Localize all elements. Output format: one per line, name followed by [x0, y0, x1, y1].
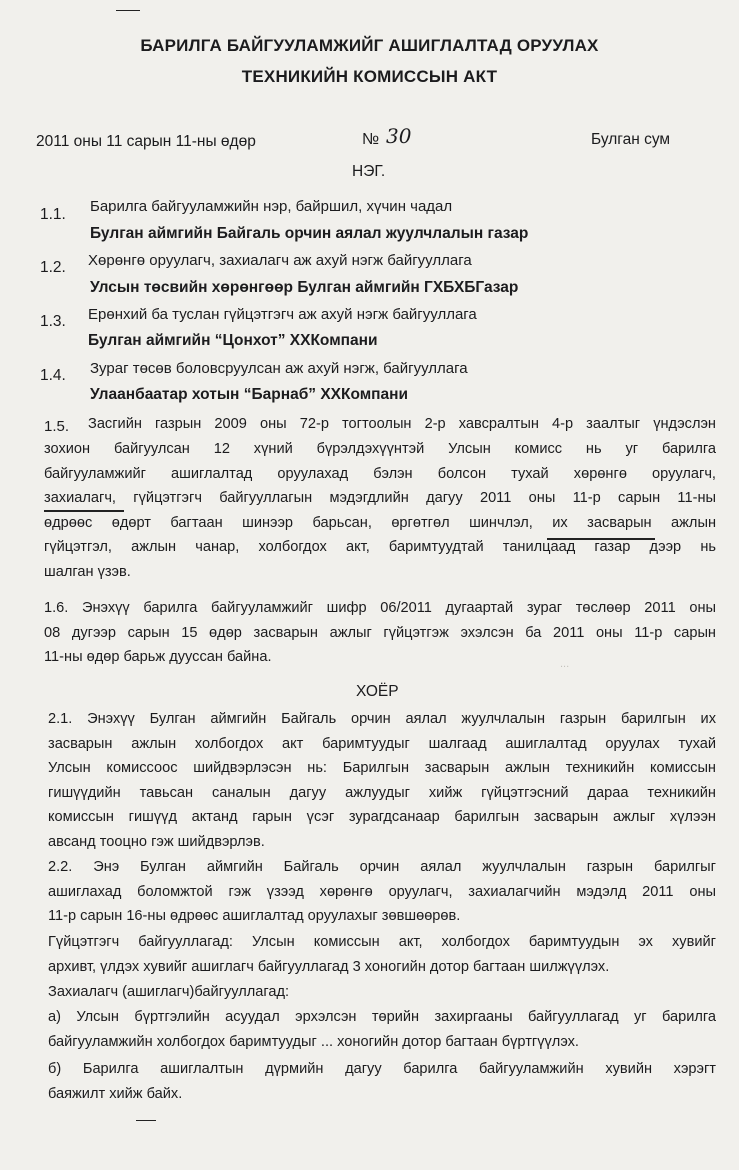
customer-item-a	[48, 1005, 716, 1054]
text-line: 11-р сарын 16-ны өдрөөс ашиглалтад оруулахыг зөвшөөрөв.	[48, 908, 461, 925]
text-line: байгууламжийн холбогдох баримтуудыг ... хоногийн дотор багтаан бүртгүүлэх.	[48, 1033, 579, 1050]
paragraph-2-1	[48, 707, 716, 855]
item-number: 1.4.	[40, 367, 66, 384]
item-number: 1.3.	[40, 313, 66, 330]
text-line: комиссын гишүүд актанд гарын үсэг зурагдсанаар барилгын засварын ажлыг хүлээн	[48, 809, 716, 826]
document-title-line2: ТЕХНИКИЙН КОМИССЫН АКТ	[241, 67, 498, 86]
text-line: 2.1. Энэхүү Булган аймгийн Байгаль орчин аялал жуулчлалын газрын барилгын их	[48, 711, 716, 727]
text-line: Улсын комиссоос шийдвэрлэсэн нь: Барилгын засварын ажлын техникийн комиссын	[48, 760, 716, 777]
text-line: гишүүдийн тавьсан саналын дагуу ажлуудыг хийж гүйцэтгэсний дараа техникийн	[48, 784, 716, 801]
text-line: архивт, үлдэх хувийг ашиглагч байгууллагад 3 хоногийн дотор багтаан шилжүүлэх.	[48, 958, 610, 975]
document-title-line1: БАРИЛГА БАЙГУУЛАМЖИЙГ АШИГЛАЛТАД ОРУУЛАХ	[140, 36, 599, 55]
text-line: байгууламжийг ашиглалтад оруулахад бэлэн болсон тухай хөрөнгө оруулагч,	[44, 465, 716, 482]
text-line: өдрөөс өдөрт багтаан шинээр барьсан, өргөтгөл шинчлэл, их засварын ажлын	[44, 514, 716, 531]
text-line: ашиглахад боломжтой гэж үзээд хөрөнгө оруулагч, захиалагчийн мэдэлд 2011 оны	[48, 883, 716, 900]
act-date: 2011 оны 11 сарын 11-ны өдөр	[36, 133, 256, 150]
act-number-label: №	[362, 131, 380, 148]
text-line: 2.2. Энэ Булган аймгийн Байгаль орчин аялал жуулчлалын газрын барилгыг	[48, 859, 716, 875]
text-line: Засгийн газрын 2009 оны 72-р тогтоолын 2-р хавсралтын 4-р заалтыг үндэслэн	[88, 416, 716, 432]
item-label: Ерөнхий ба туслан гүйцэтгэгч аж ахуй нэгж байгууллага	[88, 306, 477, 323]
act-location: Булган сум	[591, 131, 671, 148]
top-pen-mark	[116, 10, 140, 11]
text-line: 08 дугээр сарын 15 өдөр засварын ажлыг гүйцэтгэж эхэлсэн ба 2011 оны 11-р сарын	[44, 624, 716, 641]
section2-heading: ХОЁР	[356, 683, 399, 700]
text-line: баяжилт хийж байх.	[48, 1085, 183, 1102]
text-line: б) Барилга ашиглалтын дүрмийн дагуу барилга байгууламжийн хувийн хэрэгт	[48, 1061, 716, 1077]
handwritten-underline	[547, 538, 655, 540]
paragraph-1-5-first-line	[88, 412, 716, 437]
text-line: засварын ажлын холбогдох акт баримтуудыг шалгаад ашиглалтад оруулах тухай	[48, 735, 716, 752]
customer-item-b	[48, 1057, 716, 1106]
text-line: Гүйцэтгэгч байгууллагад: Улсын комиссын акт, холбогдох баримтуудын эх хувийг	[48, 934, 716, 950]
text-line: 11-ны өдөр барьж дууссан байна.	[44, 649, 272, 666]
item-label: Зураг төсөв боловсруулсан аж ахуй нэгж, байгууллага	[90, 360, 468, 377]
text-line: а) Улсын бүртгэлийн асуудал эрхэлсэн төрийн захиргааны байгууллагад уг барилга	[48, 1009, 716, 1025]
item-number: 1.2.	[40, 259, 66, 276]
customer-heading	[48, 980, 716, 1005]
act-number: 30	[386, 124, 412, 148]
text-line: захиалагч, гүйцэтгэгч байгууллагын мэдэгдлийн дагуу 2011 оны 11-р сарын 11-ны	[44, 490, 716, 507]
bottom-pen-mark	[136, 1120, 156, 1121]
handwritten-underline	[44, 510, 124, 512]
bleed-through-text: ...	[560, 658, 570, 670]
item-value: Булган аймгийн Байгаль орчин аялал жуулчлалын газар	[90, 225, 529, 242]
section1-heading: НЭГ.	[352, 163, 386, 180]
text-line: гүйцэтгэл, ажлын чанар, холбогдох акт, баримтуудтай танилцаад газар дээр нь	[44, 539, 716, 556]
item-value: Улсын төсвийн хөрөнгөөр Булган аймгийн ГХБХБГазар	[90, 279, 519, 296]
item-label: Барилга байгууламжийн нэр, байршил, хүчин чадал	[90, 198, 453, 215]
item-label: Хөрөнгө оруулагч, захиалагч аж ахуй нэгж байгууллага	[88, 252, 472, 269]
text-line: шалган үзэв.	[44, 563, 131, 580]
text-line: 1.6. Энэхүү барилга байгууламжийг шифр 06/2011 дугаартай зураг төслөөр 2011 оны	[44, 600, 716, 616]
paragraph-1-6	[44, 596, 716, 670]
item-value: Улаанбаатар хотын “Барнаб” ХХКомпани	[90, 386, 409, 403]
paragraph-1-5	[44, 437, 716, 585]
item-value: Булган аймгийн “Цонхот” ХХКомпани	[88, 332, 378, 349]
paragraph-number: 1.5.	[44, 418, 70, 435]
text-line: авсанд тооцно гэж шийдвэрлэв.	[48, 833, 265, 850]
paragraph-2-2	[48, 855, 716, 929]
item-number: 1.1.	[40, 206, 66, 223]
text-line: зохион байгуулсан 12 хүний бүрэлдэхүүнтэй Улсын комисс нь уг барилга	[44, 441, 716, 457]
contractor-instructions	[48, 930, 716, 979]
text-line: Захиалагч (ашиглагч)байгууллагад:	[48, 984, 290, 1000]
